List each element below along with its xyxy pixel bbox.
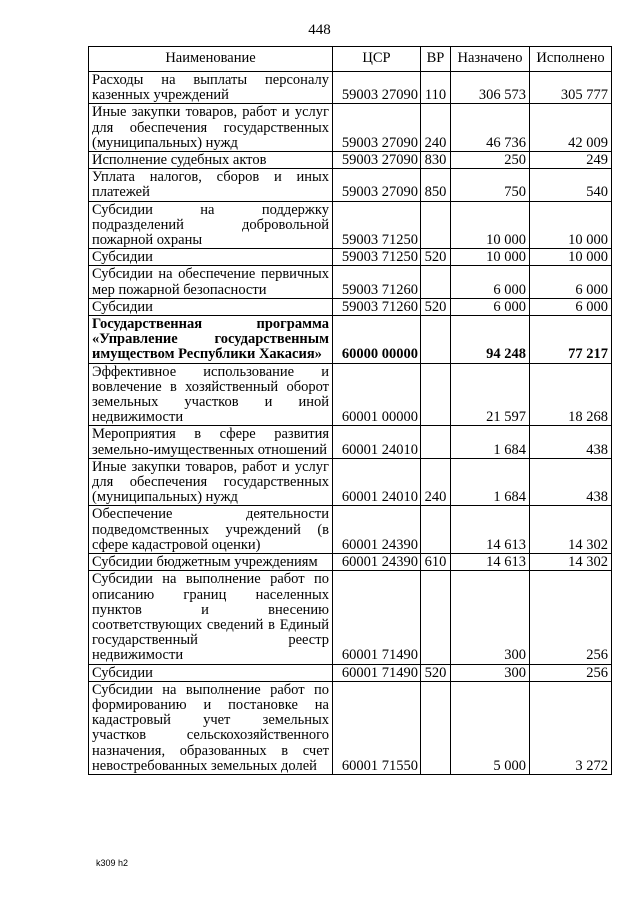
row-assigned: 5 000 — [451, 681, 530, 774]
table-row — [89, 152, 612, 169]
row-assigned: 6 000 — [451, 266, 530, 298]
table-row — [89, 201, 612, 249]
row-executed: 42 009 — [530, 104, 612, 152]
row-code: 60000 00000 — [333, 316, 421, 364]
row-name: Иные закупки товаров, работ и услуг для обеспечения государственных (муниципальных) нужд — [89, 458, 333, 506]
row-vr — [421, 316, 451, 364]
row-code: 60001 71490 — [333, 664, 421, 681]
row-executed: 14 302 — [530, 554, 612, 571]
row-code: 59003 27090 — [333, 169, 421, 201]
table-header-row — [89, 47, 612, 72]
row-executed: 6 000 — [530, 266, 612, 298]
row-assigned: 10 000 — [451, 201, 530, 249]
row-vr — [421, 571, 451, 664]
row-assigned: 1 684 — [451, 458, 530, 506]
row-name: Субсидии бюджетным учреждениям — [89, 554, 333, 571]
row-vr: 520 — [421, 298, 451, 315]
row-vr — [421, 266, 451, 298]
row-vr — [421, 426, 451, 458]
table-row — [89, 571, 612, 664]
row-assigned: 14 613 — [451, 554, 530, 571]
row-code: 60001 24390 — [333, 506, 421, 554]
row-code: 59003 71250 — [333, 249, 421, 266]
row-assigned: 1 684 — [451, 426, 530, 458]
row-assigned: 6 000 — [451, 298, 530, 315]
table-row — [89, 554, 612, 571]
table-row — [89, 169, 612, 201]
header-assigned: Назначено — [451, 47, 530, 72]
footer-code: k309 h2 — [96, 858, 129, 868]
table-row — [89, 426, 612, 458]
row-vr: 610 — [421, 554, 451, 571]
row-code: 59003 71260 — [333, 266, 421, 298]
row-name: Уплата налогов, сборов и иных платежей — [89, 169, 333, 201]
table-row — [89, 72, 612, 104]
row-assigned: 10 000 — [451, 249, 530, 266]
row-executed: 438 — [530, 426, 612, 458]
row-name: Обеспечение деятельности подведомственных учреждений (в сфере кадастровой оценки) — [89, 506, 333, 554]
row-vr: 850 — [421, 169, 451, 201]
row-executed: 249 — [530, 152, 612, 169]
table-row — [89, 458, 612, 506]
table-row — [89, 249, 612, 266]
row-executed: 540 — [530, 169, 612, 201]
row-assigned: 94 248 — [451, 316, 530, 364]
header-code: ЦСР — [333, 47, 421, 72]
row-code: 60001 24010 — [333, 426, 421, 458]
row-vr — [421, 681, 451, 774]
row-executed: 256 — [530, 571, 612, 664]
row-vr: 240 — [421, 458, 451, 506]
row-executed: 6 000 — [530, 298, 612, 315]
row-code: 59003 27090 — [333, 152, 421, 169]
row-code: 60001 71490 — [333, 571, 421, 664]
row-code: 59003 27090 — [333, 104, 421, 152]
table-row — [89, 104, 612, 152]
row-executed: 438 — [530, 458, 612, 506]
row-assigned: 46 736 — [451, 104, 530, 152]
header-executed: Исполнено — [530, 47, 612, 72]
table-row — [89, 298, 612, 315]
budget-table — [88, 46, 612, 775]
row-assigned: 300 — [451, 571, 530, 664]
row-code: 59003 27090 — [333, 72, 421, 104]
page-number: 448 — [308, 22, 331, 38]
header-vr: ВР — [421, 47, 451, 72]
row-executed: 77 217 — [530, 316, 612, 364]
row-name: Эффективное использование и вовлечение в хозяйственный оборот земельных участков и иной недвижимости — [89, 363, 333, 426]
row-assigned: 250 — [451, 152, 530, 169]
row-vr: 110 — [421, 72, 451, 104]
row-assigned: 14 613 — [451, 506, 530, 554]
table-row — [89, 506, 612, 554]
row-executed: 14 302 — [530, 506, 612, 554]
row-executed: 3 272 — [530, 681, 612, 774]
table-row — [89, 363, 612, 426]
row-executed: 256 — [530, 664, 612, 681]
row-vr — [421, 201, 451, 249]
row-vr: 520 — [421, 249, 451, 266]
row-name: Государственная программа «Управление государственным имуществом Республики Хакасия» — [89, 316, 333, 364]
row-code: 59003 71250 — [333, 201, 421, 249]
table-row — [89, 266, 612, 298]
row-assigned: 300 — [451, 664, 530, 681]
row-code: 60001 00000 — [333, 363, 421, 426]
row-vr — [421, 363, 451, 426]
row-name: Субсидии на обеспечение первичных мер пожарной безопасности — [89, 266, 333, 298]
row-vr — [421, 506, 451, 554]
row-assigned: 306 573 — [451, 72, 530, 104]
row-code: 60001 24390 — [333, 554, 421, 571]
row-vr: 520 — [421, 664, 451, 681]
row-name: Субсидии на поддержку подразделений добровольной пожарной охраны — [89, 201, 333, 249]
row-executed: 305 777 — [530, 72, 612, 104]
row-name: Мероприятия в сфере развития земельно-имущественных отношений — [89, 426, 333, 458]
header-name: Наименование — [89, 47, 333, 72]
row-code: 60001 24010 — [333, 458, 421, 506]
row-assigned: 21 597 — [451, 363, 530, 426]
row-code: 60001 71550 — [333, 681, 421, 774]
table-row — [89, 681, 612, 774]
row-name: Субсидии на выполнение работ по описанию границ населенных пунктов и внесению соответствующих сведений в Единый государственный реестр недвижимости — [89, 571, 333, 664]
row-executed: 10 000 — [530, 249, 612, 266]
row-executed: 18 268 — [530, 363, 612, 426]
row-assigned: 750 — [451, 169, 530, 201]
row-name: Субсидии — [89, 664, 333, 681]
table-row — [89, 664, 612, 681]
row-name: Субсидии — [89, 298, 333, 315]
row-name: Расходы на выплаты персоналу казенных учреждений — [89, 72, 333, 104]
table-row — [89, 316, 612, 364]
row-name: Исполнение судебных актов — [89, 152, 333, 169]
row-name: Иные закупки товаров, работ и услуг для обеспечения государственных (муниципальных) нужд — [89, 104, 333, 152]
row-name: Субсидии — [89, 249, 333, 266]
row-vr: 830 — [421, 152, 451, 169]
row-name: Субсидии на выполнение работ по формированию и постановке на кадастровый учет земельных участков сельскохозяйственного назначения, образованных в счет невостребованных земельных долей — [89, 681, 333, 774]
row-executed: 10 000 — [530, 201, 612, 249]
row-code: 59003 71260 — [333, 298, 421, 315]
row-vr: 240 — [421, 104, 451, 152]
